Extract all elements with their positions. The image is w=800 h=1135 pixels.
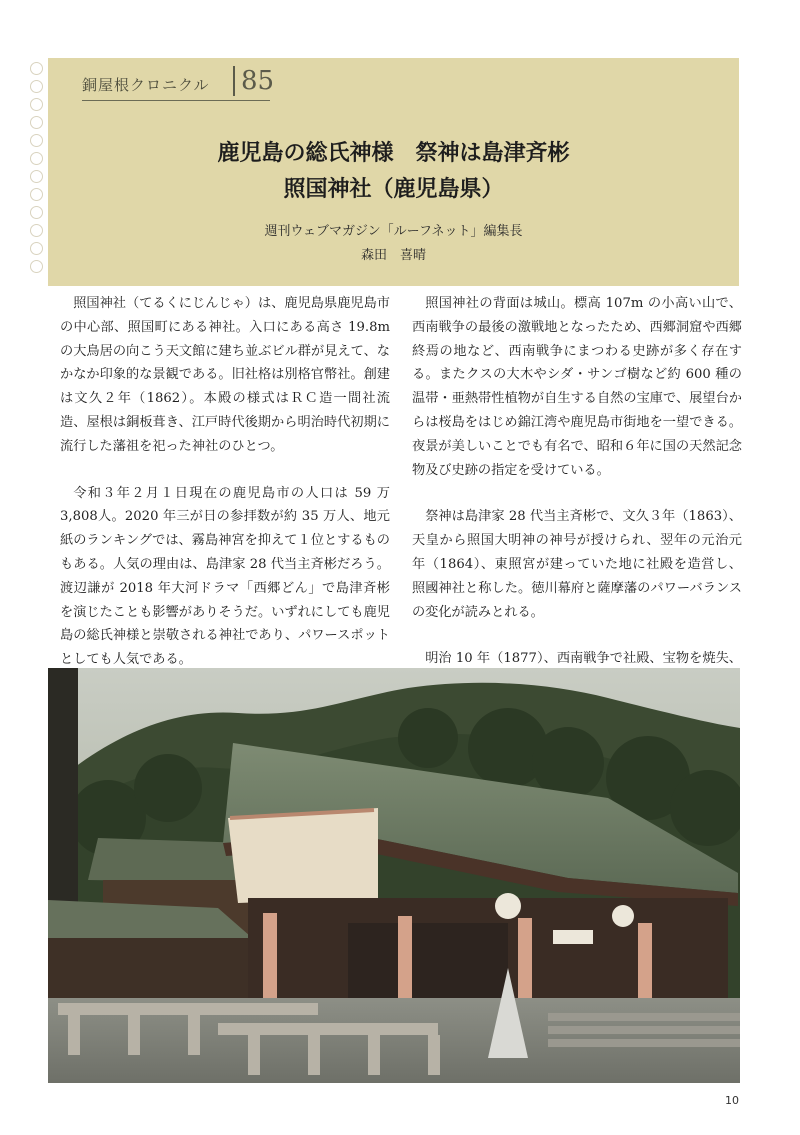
binder-holes [26,58,46,288]
article-header [48,58,739,286]
shrine-illustration [48,668,740,1083]
series-underline [82,100,270,101]
body-column-right [412,292,742,695]
article-subtitle: 照国神社（鹿児島県） [283,177,504,202]
author-role: 週刊ウェブマガジン「ルーフネット」編集長 [264,224,523,239]
series-number: 85 [233,66,274,96]
paragraph: 照国神社の背面は城山。標高 107m の小高い山で、西南戦争の最後の激戦地となったため、西郷洞窟や西郷終焉の地など、西南戦争にまつわる史跡が多く存在する。またクスの大木やシダ・サンゴ樹など約 600 種の温帯・亜熱帯性植物が自生する自然の宝庫で、展望台からは桜島をはじめ錦江湾や鹿児島市街地を一望できる。夜景が美しいことでも有名で、昭和６年に国の天然記念物及び史跡の指定を受けている。 [412,296,742,478]
series-label: 銅屋根クロニクル [82,76,210,94]
page-number: 10 [725,1094,739,1107]
paragraph: 令和３年２月１日現在の鹿児島市の人口は 59 万 3,808人。2020 年三が日の参拝数が約 35 万人、地元紙のランキングでは、霧島神宮を抑えて１位とするものもある。人気の理由は、島津家 28 代当主斉彬だろう。渡辺謙が 2018 年大河ドラマ「西郷どん」で島津斉彬を演じたことも影響がありそうだ。いずれにしても鹿児島の総氏神様と崇敬される神社であり、パワースポットとしても人気である。 [60,485,390,668]
author-name: 森田 喜晴 [360,248,426,263]
shrine-photo [48,668,740,1083]
body-column-left [60,292,390,672]
paragraph: 照国神社（てるくにじんじゃ）は、鹿児島県鹿児島市の中心部、照国町にある神社。入口にある高さ 19.8m の大鳥居の向こう天文館に建ち並ぶビル群が見えて、なかなか印象的な景観である。旧社格は別格官幣社。創建は文久２年（1862）。本殿の様式はＲＣ造一間社流造、屋根は銅板葺き、江戸時代後期から明治時代初期に流行した藩祖を祀った神社のひとつ。 [60,296,390,454]
paragraph: 祭神は島津家 28 代当主斉彬で、文久３年（1863）、天皇から照国大明神の神号が授けられ、翌年の元治元年（1864）、東照宮が建っていた地に社殿を造営し、照國神社と称した。徳川幕府と薩摩藩のパワーバランスの変化が読みとれる。 [412,509,742,620]
paragraph: 明治 10 年（1877）、西南戦争で社殿、宝物を焼失、 [425,651,742,667]
article-title: 鹿児島の総氏神様 祭神は島津斉彬 [217,141,570,166]
